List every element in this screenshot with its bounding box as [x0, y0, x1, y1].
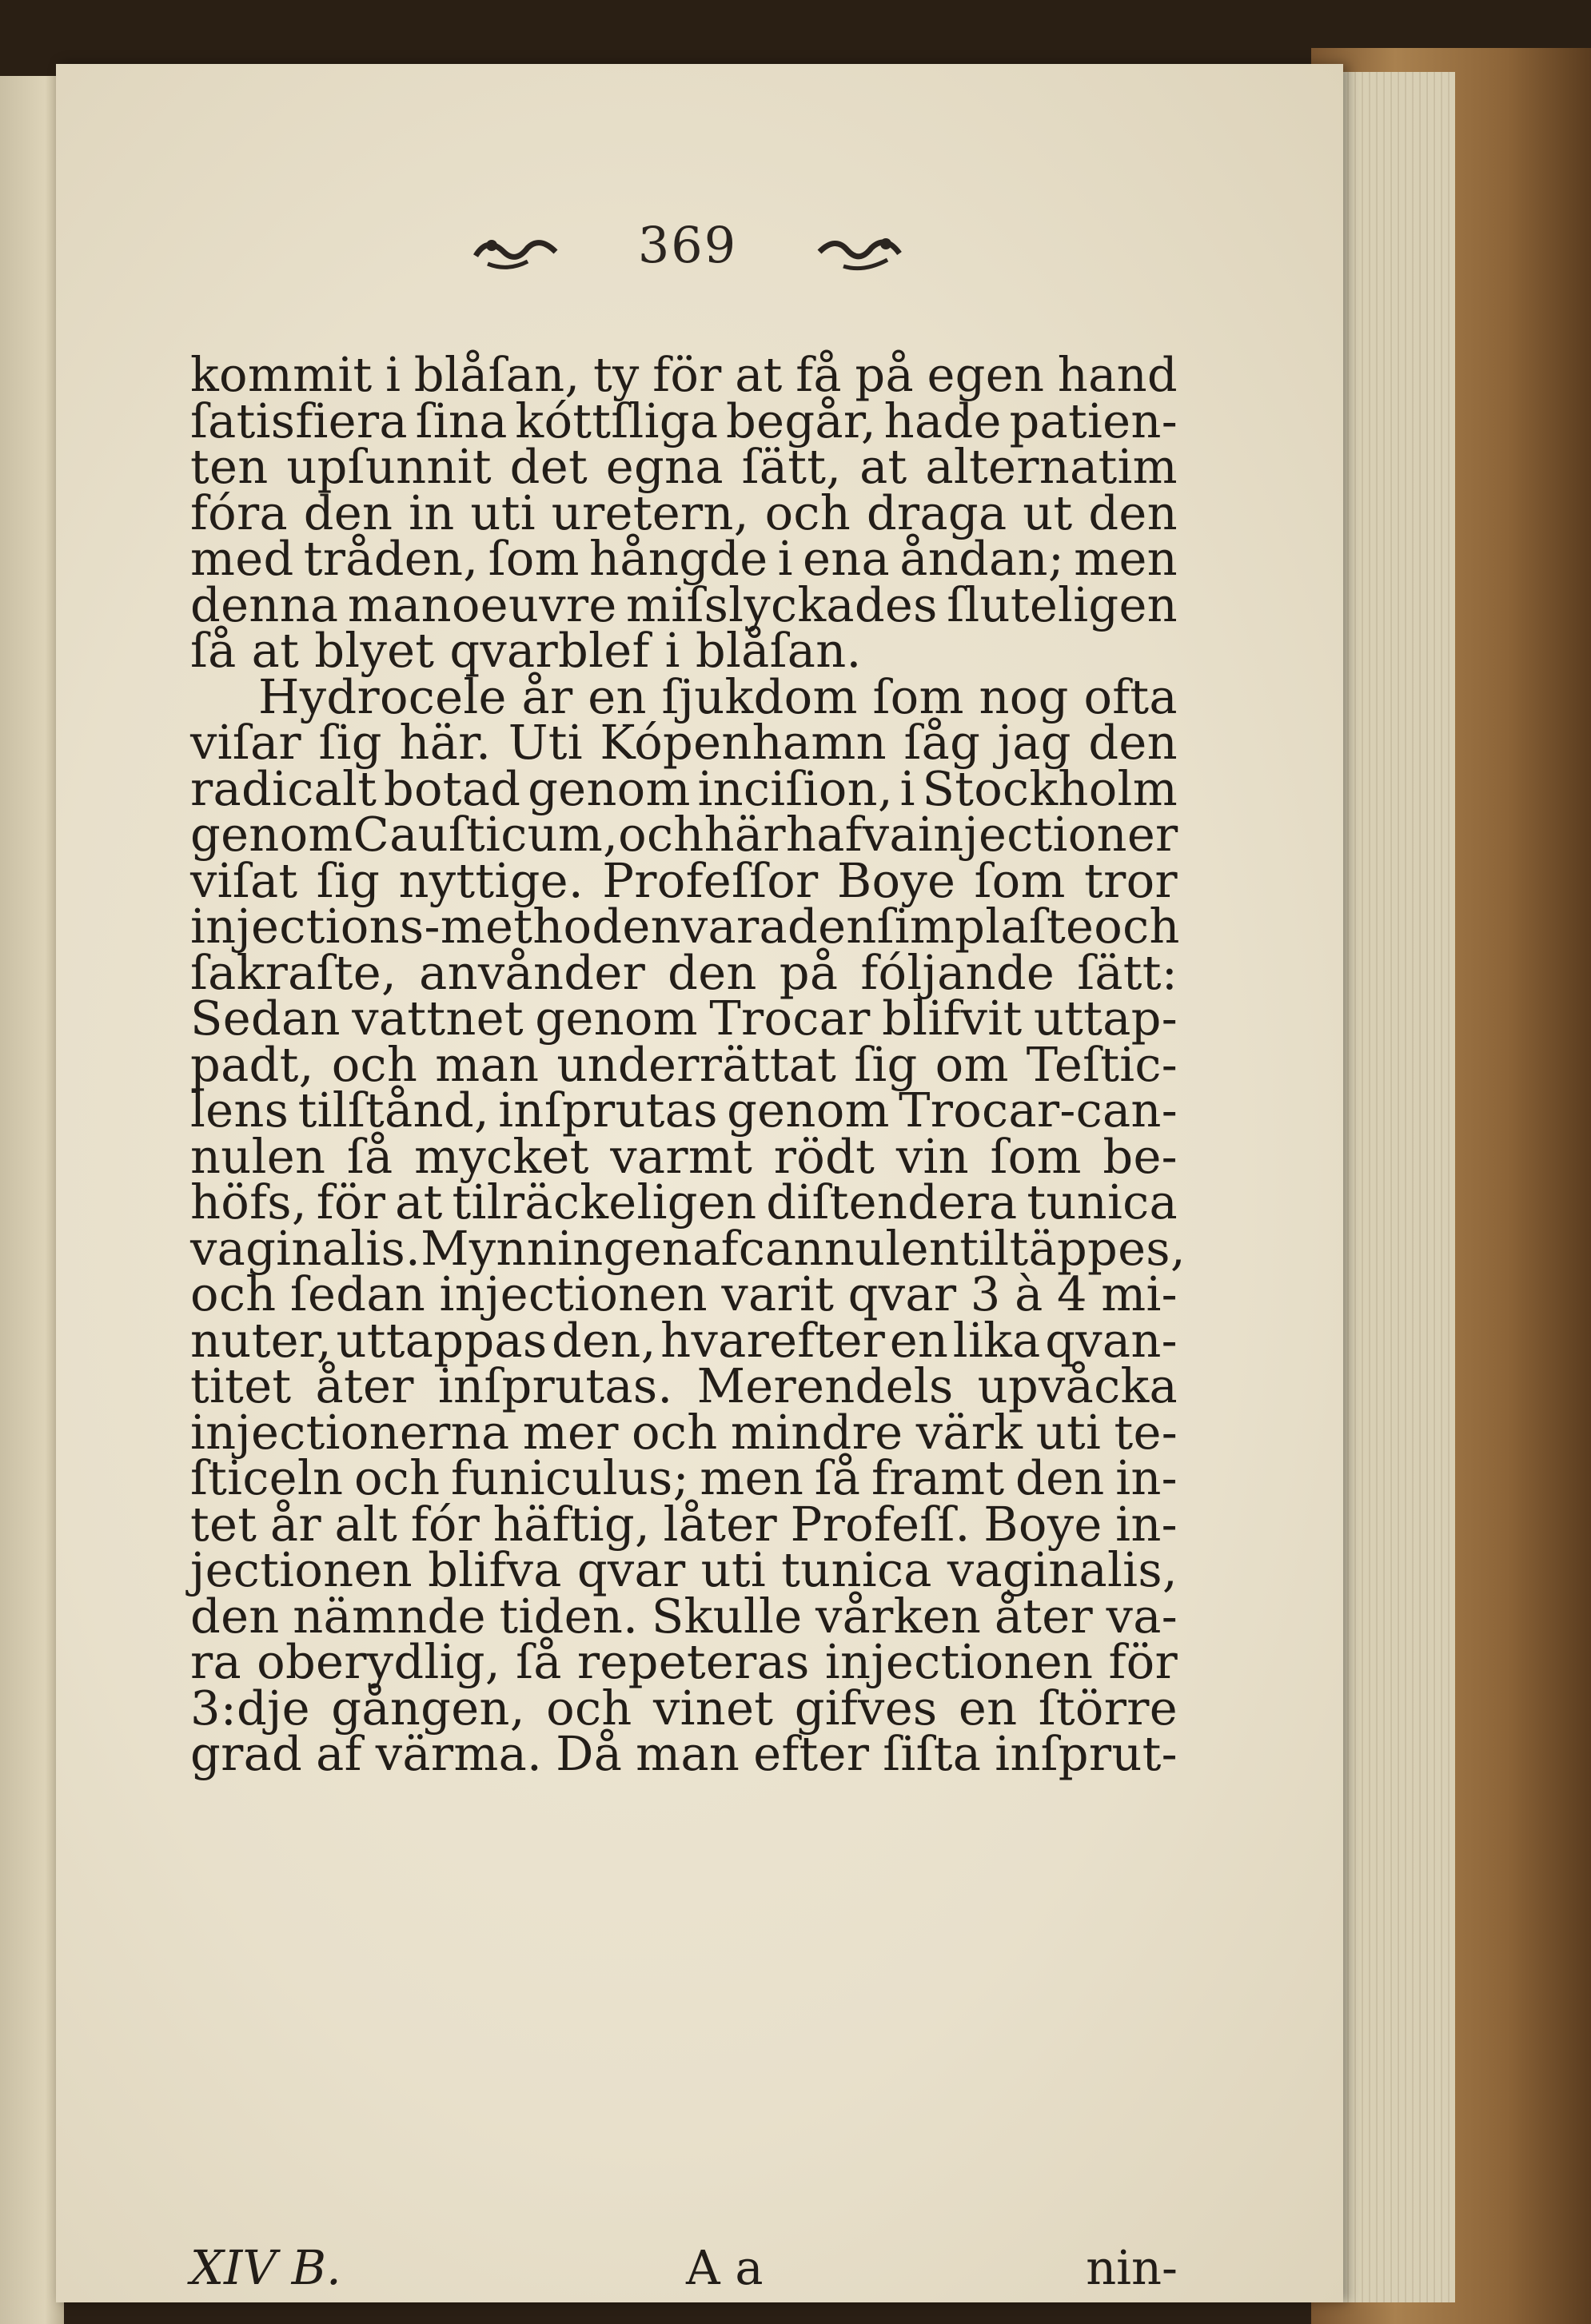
word: kóttſliga	[515, 393, 719, 448]
word: qvar	[576, 1542, 686, 1597]
word: in-	[1115, 1450, 1178, 1505]
word: genom	[190, 807, 353, 862]
text-line	[190, 531, 1178, 586]
text-line	[190, 1312, 1178, 1368]
text-line	[190, 1542, 1178, 1597]
word: Skulle	[651, 1588, 803, 1644]
text-line	[190, 1220, 1186, 1276]
word: uttappas	[336, 1312, 548, 1368]
word: hade	[883, 393, 1002, 448]
word: Kópenhamn	[600, 715, 887, 770]
word: fóra	[190, 484, 288, 540]
word: man	[636, 1726, 740, 1781]
word: ſakraſte,	[190, 944, 397, 1000]
word: tunica	[1027, 1174, 1178, 1230]
word: qvan-	[1045, 1312, 1178, 1368]
text-line	[190, 1588, 1178, 1644]
word: här	[704, 807, 786, 862]
page-block-edges	[1335, 72, 1455, 2302]
word: men	[1074, 531, 1178, 586]
word: fór	[410, 1496, 480, 1552]
text-line	[190, 576, 1178, 632]
word: ſedan	[289, 1266, 426, 1321]
word: rödt	[773, 1128, 875, 1184]
word: Profeſſor	[602, 852, 819, 908]
body-text	[190, 347, 1186, 1781]
book-page	[56, 64, 1343, 2302]
word: injectionerna	[190, 1404, 510, 1460]
word: radicalt	[190, 760, 377, 816]
word: underrättat	[556, 1036, 837, 1092]
word: ſig	[316, 852, 381, 908]
text-line	[190, 1496, 1178, 1552]
word: en	[889, 1312, 949, 1368]
word: injectioner	[917, 807, 1178, 862]
word: i	[777, 531, 793, 586]
word: här.	[399, 715, 492, 770]
flourish-left-icon	[472, 228, 560, 276]
word: blifva	[428, 1542, 562, 1597]
word: nulen	[190, 1128, 326, 1184]
word: för	[1108, 1634, 1178, 1689]
word: injections-methoden	[190, 899, 681, 954]
word: ſom	[872, 668, 964, 724]
word: va-	[1106, 1588, 1178, 1644]
word: på	[779, 944, 839, 1000]
word: åter	[315, 1358, 414, 1413]
word: mi-	[1101, 1266, 1178, 1321]
word: vattnet	[352, 991, 524, 1046]
word: oberydlig,	[257, 1634, 500, 1689]
text-line	[190, 760, 1178, 816]
word: begår,	[726, 393, 876, 448]
text-line	[190, 1266, 1178, 1321]
word: Boye	[836, 852, 956, 908]
word: Trocar	[709, 991, 871, 1046]
word: ſluteligen	[947, 576, 1178, 632]
word: för	[652, 347, 722, 402]
text-line	[190, 1082, 1178, 1138]
flourish-right-icon	[815, 228, 903, 276]
word: viſar	[190, 715, 301, 770]
word: den	[303, 484, 393, 540]
word: varit	[721, 1266, 835, 1321]
word: ty	[593, 347, 640, 402]
word: jectionen	[190, 1542, 413, 1597]
text-line	[190, 899, 1180, 954]
word: hångde	[589, 531, 768, 586]
word: den	[788, 899, 877, 954]
text-line	[190, 1634, 1178, 1689]
word: i	[385, 347, 401, 402]
word: ſom	[990, 1128, 1082, 1184]
page-footer	[190, 2240, 1178, 2296]
word: om	[935, 1036, 1009, 1092]
word: alternatim	[925, 439, 1178, 494]
word: ſå	[814, 1450, 861, 1505]
word: egna	[605, 439, 724, 494]
word: ſina	[415, 393, 508, 448]
word: och	[1094, 899, 1180, 954]
word: åndan;	[899, 531, 1065, 586]
word: 4	[1056, 1266, 1087, 1321]
word: at	[395, 1174, 443, 1230]
word: tiden.	[499, 1588, 639, 1644]
text-line	[190, 1726, 1178, 1781]
word: med	[190, 531, 294, 586]
word: ſåg	[903, 715, 981, 770]
word: ra	[190, 1634, 241, 1689]
word: den	[1015, 1450, 1105, 1505]
word: den	[668, 944, 757, 1000]
word: och	[353, 1450, 441, 1505]
word: en	[958, 1680, 1018, 1736]
word: inſprutas.	[437, 1358, 673, 1413]
word: uti	[700, 1542, 767, 1597]
word: nuter,	[190, 1312, 332, 1368]
word: uttap-	[1033, 991, 1178, 1046]
word: för	[316, 1174, 386, 1230]
word: blifvit	[882, 991, 1023, 1046]
page-number: 369	[637, 216, 738, 274]
word: mer	[522, 1404, 619, 1460]
catchword: nin-	[1086, 2240, 1178, 2295]
word: in-	[1115, 1496, 1178, 1552]
word: inſprutas	[498, 1082, 718, 1138]
text-line	[190, 1036, 1178, 1092]
word: ſå	[346, 1128, 393, 1184]
word: uretern,	[551, 484, 749, 540]
text-line	[190, 439, 1178, 494]
word: cannulen	[738, 1220, 960, 1276]
word: nämnde	[293, 1588, 486, 1644]
word: funiculus;	[451, 1450, 689, 1505]
word: i	[899, 760, 915, 816]
word: värk	[915, 1404, 1023, 1460]
word: häftig,	[492, 1496, 651, 1552]
text-line	[190, 668, 1178, 724]
text-line	[190, 393, 1178, 448]
word: upſunnit	[286, 439, 492, 494]
word: Uti	[508, 715, 583, 770]
word: vaginalis.	[190, 1220, 421, 1276]
page-header	[440, 212, 935, 300]
word: och	[190, 1266, 277, 1321]
word: af	[316, 1726, 362, 1781]
word: alt	[334, 1496, 398, 1552]
word: Mynningen	[421, 1220, 693, 1276]
word: genom	[528, 760, 691, 816]
word: Stockholm	[922, 760, 1178, 816]
word: ofta	[1083, 668, 1178, 724]
word: den,	[551, 1312, 656, 1368]
word: varmt	[610, 1128, 753, 1184]
word: man	[435, 1036, 540, 1092]
word: inſprut-	[995, 1726, 1178, 1781]
word: vin	[895, 1128, 969, 1184]
word: Cauſticum,	[353, 807, 619, 862]
word: at	[735, 347, 783, 402]
word: nyttige.	[398, 852, 584, 908]
word: ſätt:	[1077, 944, 1178, 1000]
word: at	[859, 439, 907, 494]
facing-page-edge	[0, 76, 64, 2324]
word: gifves	[794, 1680, 938, 1736]
word: hvarefter	[660, 1312, 886, 1368]
word: mycket	[414, 1128, 589, 1184]
word: tiltäppes,	[959, 1220, 1186, 1276]
word: ſom	[488, 531, 580, 586]
word: viſat	[190, 852, 298, 908]
text-line	[190, 347, 1178, 402]
word: hand	[1057, 347, 1178, 402]
word: vaginalis,	[947, 1542, 1178, 1597]
text-line	[190, 991, 1178, 1046]
text-line	[190, 807, 1178, 862]
text-line	[190, 852, 1178, 908]
word: anvånder	[419, 944, 646, 1000]
word: lika	[952, 1312, 1041, 1368]
text-line	[190, 715, 1178, 770]
word: be-	[1103, 1128, 1178, 1184]
word: padt,	[190, 1036, 314, 1092]
word: lens	[190, 1082, 289, 1138]
word: titet	[190, 1358, 292, 1413]
word: 3:dje	[190, 1680, 310, 1736]
word: Trocar-can-	[899, 1082, 1178, 1138]
word: Merendels	[696, 1358, 954, 1413]
word: framt	[871, 1450, 1005, 1505]
word: blåſan,	[413, 347, 580, 402]
word: miſslyckades	[626, 576, 938, 632]
word: ſätt,	[741, 439, 842, 494]
text-line	[190, 484, 1178, 540]
word: kommit	[190, 347, 373, 402]
word: vårken	[815, 1588, 982, 1644]
word: ſatisfiera	[190, 393, 408, 448]
word: inciſion,	[697, 760, 893, 816]
text-line	[190, 1174, 1178, 1230]
word: värma.	[375, 1726, 543, 1781]
text-line	[190, 1680, 1178, 1736]
word: och	[546, 1680, 632, 1736]
word: gången,	[331, 1680, 525, 1736]
word: af	[692, 1220, 739, 1276]
word: låter	[663, 1496, 777, 1552]
word: tunica	[781, 1542, 932, 1597]
word: åter	[994, 1588, 1094, 1644]
word: ſå	[516, 1634, 562, 1689]
word: ſimplaſte	[876, 899, 1095, 954]
word: nog	[979, 668, 1069, 724]
word: hafva	[785, 807, 918, 862]
word: men	[700, 1450, 804, 1505]
word: genom	[535, 991, 698, 1046]
word: på	[855, 347, 914, 402]
word: och	[632, 1404, 718, 1460]
word: ſig	[318, 715, 382, 770]
word: patien-	[1009, 393, 1178, 448]
word: det	[509, 439, 588, 494]
word: ten	[190, 439, 269, 494]
word: grad	[190, 1726, 303, 1781]
word: qvar	[847, 1266, 957, 1321]
word: tror	[1084, 852, 1178, 908]
word: få	[796, 347, 842, 402]
word: injectionen	[824, 1634, 1094, 1689]
word: år	[521, 668, 573, 724]
word: höfs,	[190, 1174, 307, 1230]
word: botad	[383, 760, 521, 816]
word: mindre	[730, 1404, 903, 1460]
word: och	[618, 807, 704, 862]
word: Profeſſ.	[790, 1496, 971, 1552]
text-line	[190, 944, 1178, 1000]
word: Boye	[983, 1496, 1103, 1552]
text-line	[190, 1358, 1178, 1413]
word: ſjukdom	[661, 668, 858, 724]
word: tilräckeligen	[452, 1174, 757, 1230]
word: ut	[1023, 484, 1073, 540]
word: år	[269, 1496, 321, 1552]
word: Då	[556, 1726, 623, 1781]
word: ſticeln	[190, 1450, 344, 1505]
word: manoeuvre	[347, 576, 617, 632]
word: diſtendera	[766, 1174, 1018, 1230]
word: à	[1015, 1266, 1043, 1321]
word: egen	[927, 347, 1045, 402]
gathering-mark: A a	[686, 2240, 764, 2295]
word: upvåcka	[977, 1358, 1178, 1413]
word: ena	[803, 531, 891, 586]
text-line	[190, 1404, 1178, 1460]
word: ſtörre	[1038, 1680, 1178, 1736]
text-line: ſå at blyet qvarblef i blåſan.	[190, 623, 862, 678]
word: ſom	[974, 852, 1066, 908]
word: ſig	[854, 1036, 918, 1092]
word: in	[409, 484, 455, 540]
word: tråden,	[303, 531, 479, 586]
word: injectionen	[439, 1266, 708, 1321]
word: den	[190, 1588, 280, 1644]
word: en	[588, 668, 647, 724]
word: Sedan	[190, 991, 341, 1046]
word: 3	[970, 1266, 1001, 1321]
word: te-	[1114, 1404, 1178, 1460]
word: uti	[1035, 1404, 1102, 1460]
word: tet	[190, 1496, 257, 1552]
word: vinet	[652, 1680, 774, 1736]
word: Teſtic-	[1026, 1036, 1178, 1092]
word: och	[331, 1036, 418, 1092]
word: den	[1088, 715, 1178, 770]
text-line	[190, 1450, 1178, 1505]
word: fóljande	[860, 944, 1055, 1000]
word: denna	[190, 576, 339, 632]
word: Hydrocele	[258, 668, 507, 724]
word: vara	[680, 899, 788, 954]
text-line	[190, 1128, 1178, 1184]
word: den	[1088, 484, 1178, 540]
word: ſiſta	[883, 1726, 982, 1781]
signature-mark: XIV B.	[190, 2240, 341, 2295]
word: repeteras	[576, 1634, 810, 1689]
word: draga	[866, 484, 1007, 540]
word: jag	[997, 715, 1071, 770]
word: efter	[753, 1726, 870, 1781]
word: tilſtånd,	[297, 1082, 489, 1138]
word: och	[764, 484, 851, 540]
word: uti	[470, 484, 536, 540]
word: genom	[727, 1082, 890, 1138]
